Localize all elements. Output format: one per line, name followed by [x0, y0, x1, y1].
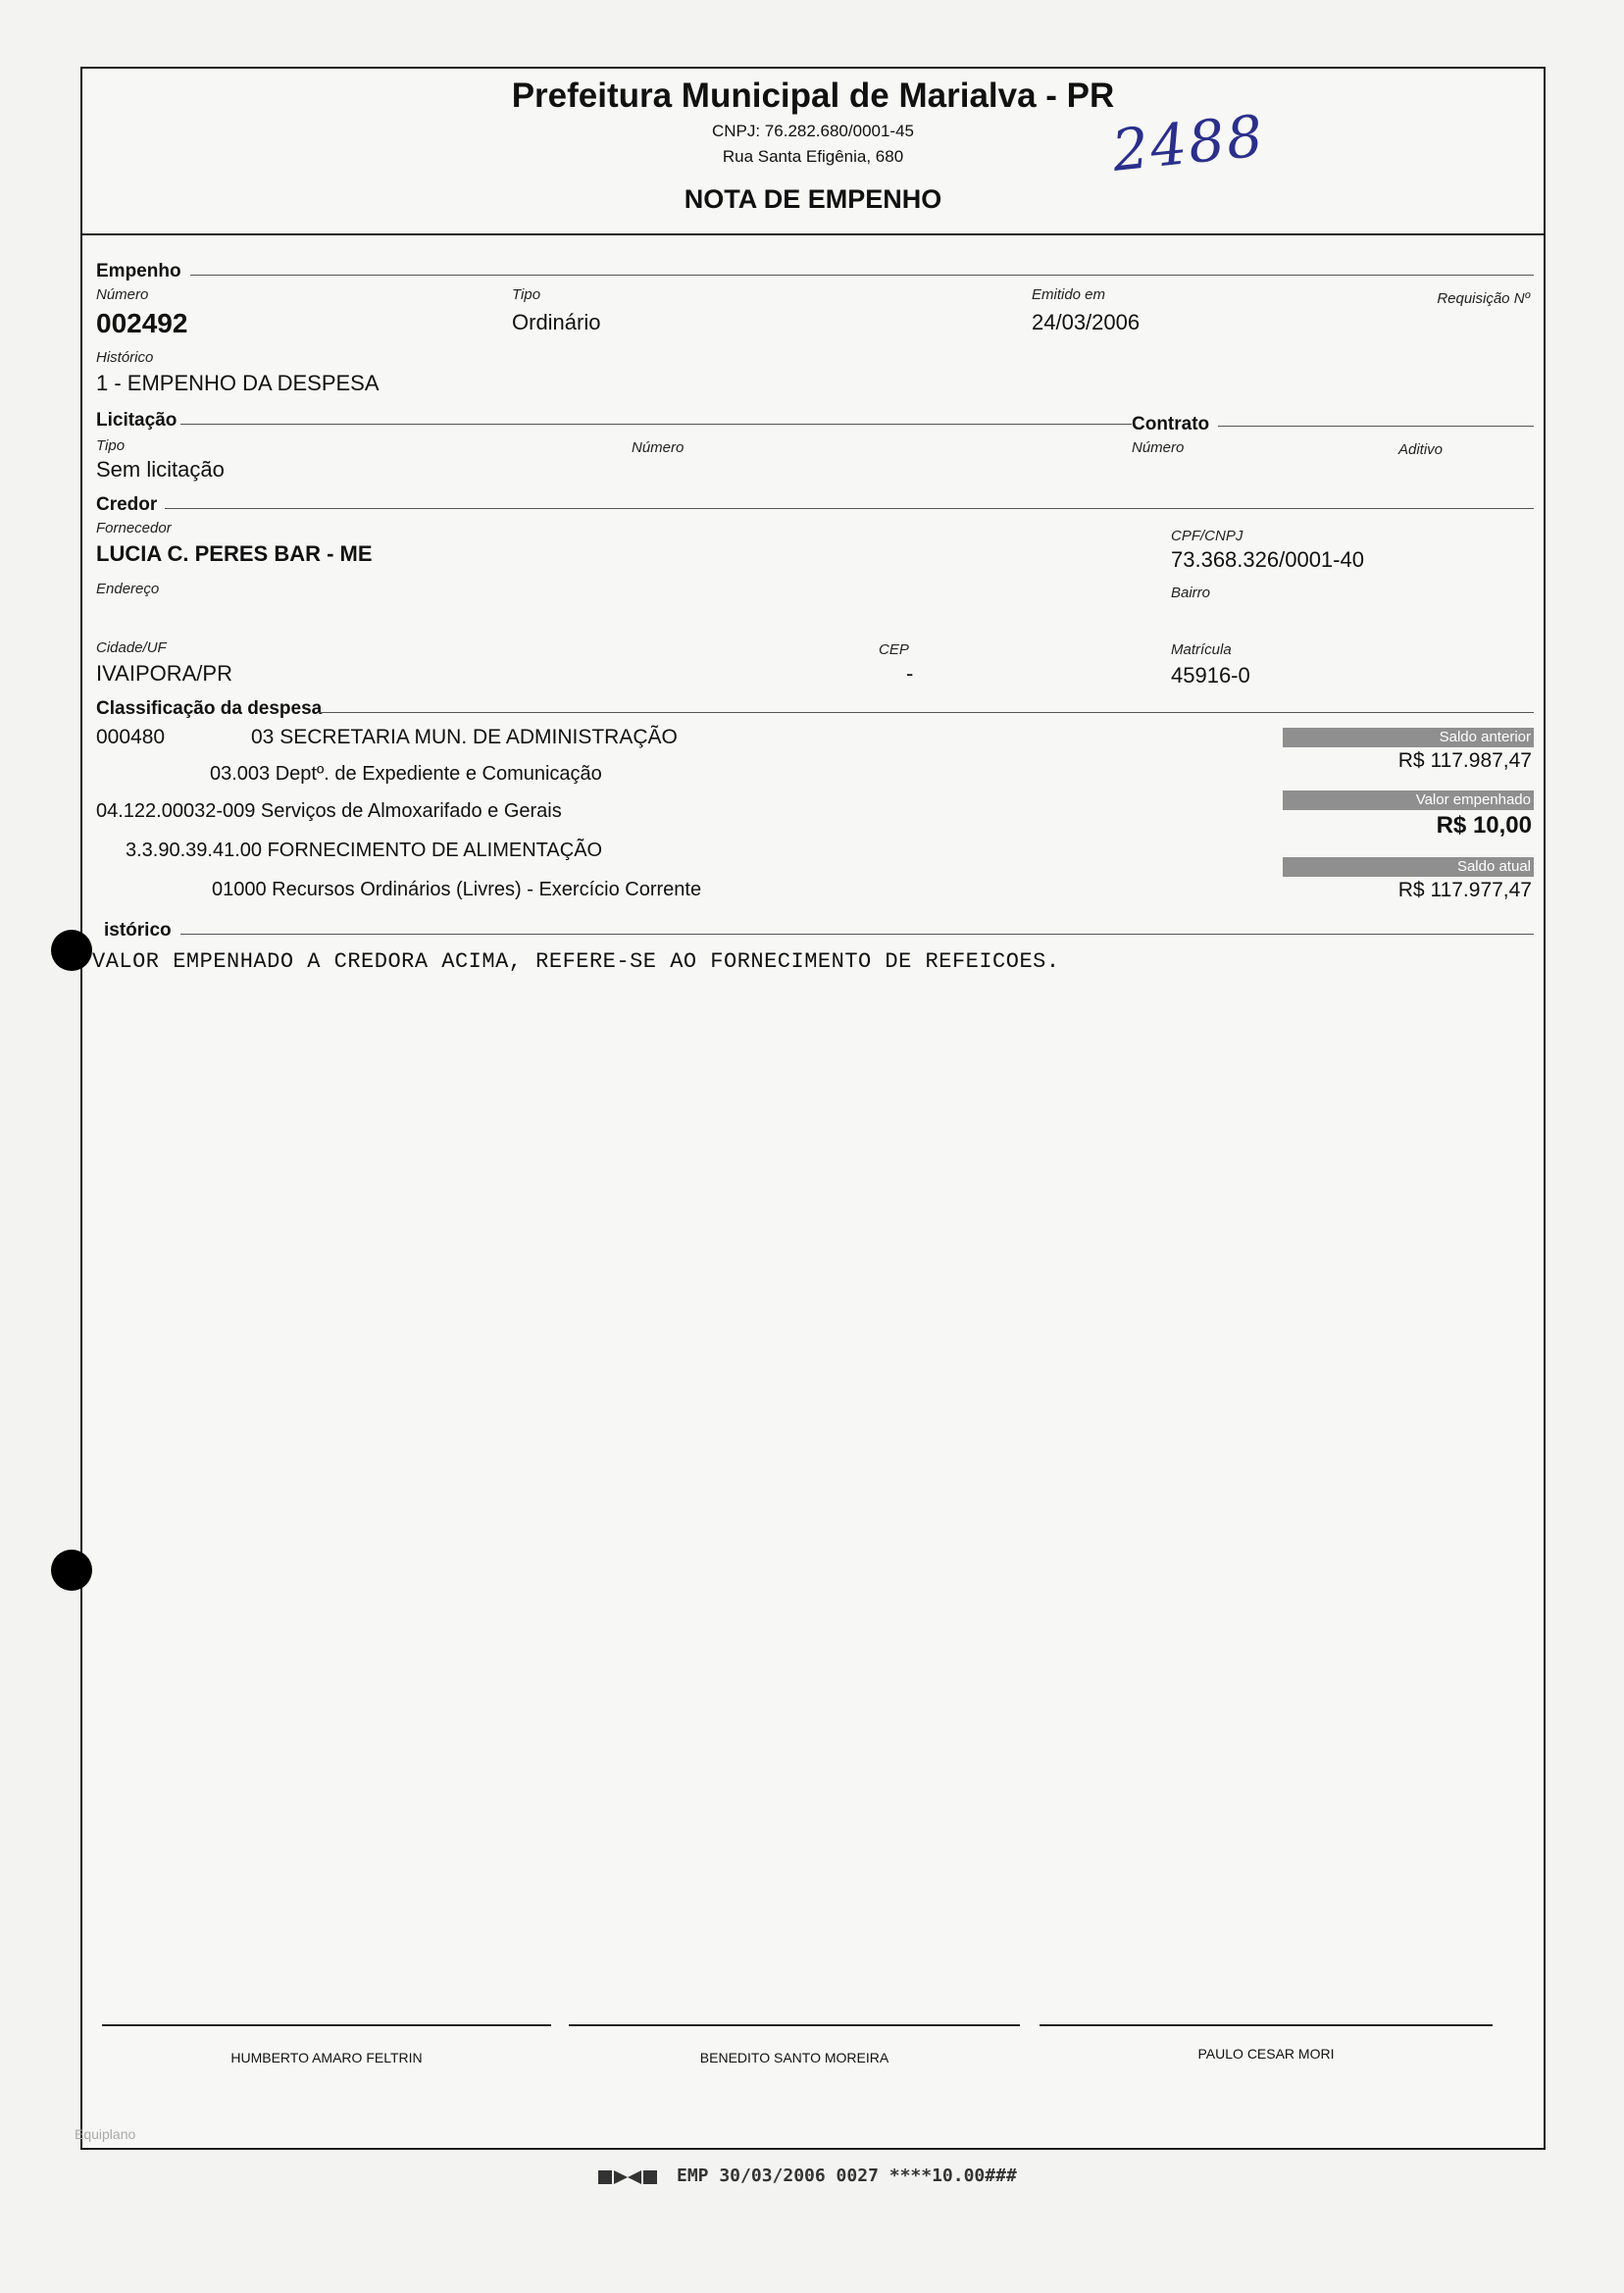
cpf-value: 73.368.326/0001-40: [1171, 547, 1364, 572]
signature-line: [1040, 2024, 1493, 2026]
contrato-numero-label: Número: [1132, 439, 1185, 456]
numero-label: Número: [96, 286, 149, 303]
rule-contrato: [1218, 426, 1534, 427]
document-frame: [75, 67, 1546, 2150]
saldo-anterior-value: R$ 117.987,47: [1397, 749, 1532, 772]
cidade-value: IVAIPORA/PR: [96, 661, 232, 686]
requisicao-label: Requisição Nº: [1437, 290, 1530, 307]
cidade-label: Cidade/UF: [96, 639, 167, 656]
bairro-label: Bairro: [1171, 585, 1211, 601]
empenho-emitido: 24/03/2006: [1032, 310, 1141, 334]
saldo-atual-value: R$ 117.977,47: [1397, 879, 1532, 901]
licitacao-tipo: Sem licitação: [96, 457, 225, 482]
punch-hole: [51, 930, 92, 971]
section-licitacao: Licitação: [96, 410, 178, 431]
rule-historico: [180, 934, 1534, 935]
header-divider: [82, 233, 1544, 235]
machine-stamp: EMP 30/03/2006 0027 ****10.00###: [677, 2166, 1017, 2186]
classificacao-line: 01000 Recursos Ordinários (Livres) - Exercício Corrente: [212, 879, 702, 900]
classificacao-line: 3.3.90.39.41.00 FORNECIMENTO DE ALIMENTAÇÃO: [126, 840, 603, 861]
brand-text: Equiplano: [75, 2126, 136, 2142]
historico-text: VALOR EMPENHADO A CREDORA ACIMA, REFERE-SE AO FORNECIMENTO DE REFEICOES.: [92, 949, 1060, 974]
signature-line: [569, 2024, 1020, 2026]
licitacao-numero-label: Número: [632, 439, 685, 456]
cep-value: -: [906, 661, 914, 686]
rule-licitacao: [180, 424, 1210, 425]
handwritten-number: 2488: [1108, 102, 1268, 184]
saldo-atual-label: Saldo atual: [1283, 857, 1534, 877]
classificacao-codigo: 000480: [96, 726, 166, 748]
document-title: NOTA DE EMPENHO: [684, 184, 942, 214]
section-contrato: Contrato: [1132, 414, 1213, 435]
classificacao-line: 03 SECRETARIA MUN. DE ADMINISTRAÇÃO: [251, 726, 678, 748]
contrato-aditivo-label: Aditivo: [1398, 441, 1444, 458]
section-credor: Credor: [96, 494, 158, 515]
cpf-label: CPF/CNPJ: [1171, 528, 1243, 544]
signature-line: [102, 2024, 551, 2026]
signature-name: PAULO CESAR MORI: [1197, 2046, 1335, 2062]
saldo-anterior-label: Saldo anterior: [1283, 728, 1534, 747]
empenho-numero: 002492: [96, 308, 188, 338]
address-text: Rua Santa Efigênia, 680: [722, 147, 904, 166]
historico-label: Histórico: [96, 349, 154, 366]
fornecedor-label: Fornecedor: [96, 520, 172, 536]
section-classificacao: Classificação da despesa: [96, 698, 323, 719]
stamp-logo: [598, 2167, 657, 2187]
valor-empenhado-value: R$ 10,00: [1436, 812, 1532, 839]
tipo-label: Tipo: [512, 286, 541, 303]
matricula-value: 45916-0: [1171, 663, 1250, 688]
fornecedor-value: LUCIA C. PERES BAR - ME: [96, 541, 373, 566]
emitido-label: Emitido em: [1032, 286, 1106, 303]
classificacao-line: 03.003 Deptº. de Expediente e Comunicação: [210, 763, 602, 785]
rule-credor: [165, 508, 1534, 509]
signature-name: BENEDITO SANTO MOREIRA: [699, 2050, 889, 2065]
classificacao-line: 04.122.00032-009 Serviços de Almoxarifado e Gerais: [96, 800, 562, 822]
section-empenho: Empenho: [96, 261, 181, 281]
licitacao-tipo-label: Tipo: [96, 437, 126, 454]
matricula-label: Matrícula: [1171, 641, 1232, 658]
page-title: Prefeitura Municipal de Marialva - PR: [511, 76, 1115, 115]
rule-empenho: [190, 275, 1534, 276]
empenho-tipo: Ordinário: [512, 310, 601, 334]
rule-classificacao: [318, 712, 1534, 713]
punch-hole: [51, 1550, 92, 1591]
empenho-historico: 1 - EMPENHO DA DESPESA: [96, 371, 380, 395]
valor-empenhado-label: Valor empenhado: [1283, 790, 1534, 810]
cep-label: CEP: [879, 641, 909, 658]
signature-name: HUMBERTO AMARO FELTRIN: [230, 2050, 423, 2065]
cnpj-text: CNPJ: 76.282.680/0001-45: [711, 122, 915, 140]
endereco-label: Endereço: [96, 581, 160, 597]
section-historico: istórico: [104, 920, 172, 941]
